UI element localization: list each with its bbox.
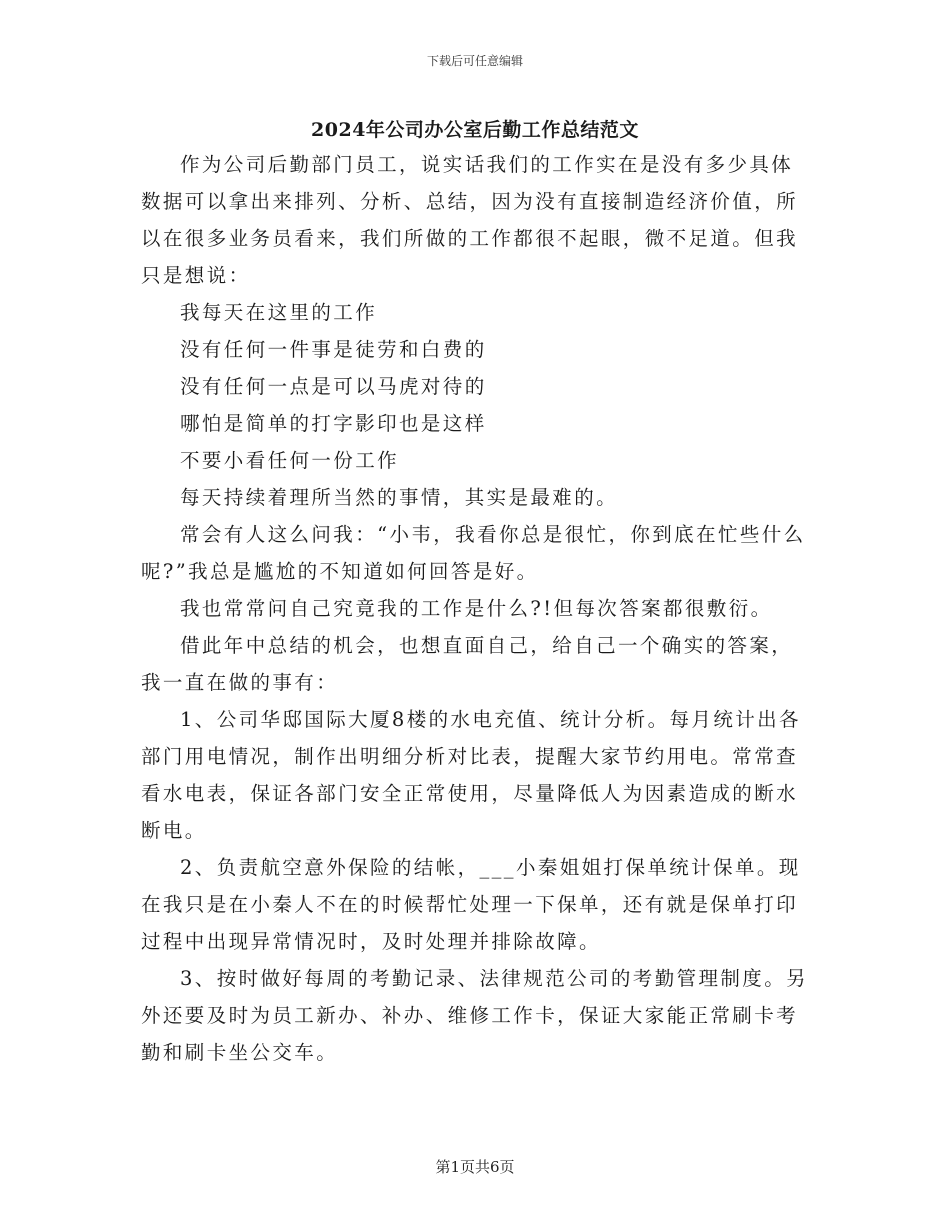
- paragraph: 我每天在这里的工作: [180, 301, 378, 324]
- header-note: 下载后可任意编辑: [426, 54, 523, 68]
- document-title: 2024年公司办公室后勤工作总结范文: [311, 119, 639, 141]
- paragraph: 我也常常问自己究竟我的工作是什么?!但每次答案都很敷衍。: [180, 597, 773, 620]
- paragraph: 每天持续着理所当然的事情，其实是最难的。: [180, 486, 619, 509]
- paragraph: 哪怕是简单的打字影印也是这样: [180, 412, 487, 435]
- paragraph: 1、公司华邸国际大厦8楼的水电充值、统计分析。每月统计出各部门用电情况，制作出明细分析对比表，提醒大家节约用电。常常查看水电表，保证各部门安全正常使用，尽量降低人为因素造成的断水断电。: [141, 708, 801, 842]
- paragraph: 不要小看任何一份工作: [180, 449, 400, 472]
- paragraph: 常会有人这么问我：“小韦，我看你总是很忙，你到底在忙些什么呢?”我总是尴尬的不知道如何回答是好。: [141, 523, 806, 583]
- page-number: 第1页共6页: [435, 1158, 515, 1176]
- paragraph: 作为公司后勤部门员工，说实话我们的工作实在是没有多少具体数据可以拿出来排列、分析、总结，因为没有直接制造经济价值，所以在很多业务员看来，我们所做的工作都很不起眼，微不足道。但我只是想说：: [141, 153, 799, 287]
- document-body: [141, 146, 809, 1071]
- paragraph: 没有任何一件事是徒劳和白费的: [180, 338, 487, 361]
- paragraph: 2、负责航空意外保险的结帐，___小秦姐姐打保单统计保单。现在我只是在小秦人不在的时候帮忙处理一下保单，还有就是保单打印过程中出现异常情况时，及时处理并排除故障。: [141, 856, 801, 953]
- paragraph: 借此年中总结的机会，也想直面自己，给自己一个确实的答案，我一直在做的事有：: [141, 634, 794, 694]
- paragraph: 3、按时做好每周的考勤记录、法律规范公司的考勤管理制度。另外还要及时为员工新办、补办、维修工作卡，保证大家能正常刷卡考勤和刷卡坐公交车。: [141, 967, 809, 1064]
- paragraph: 没有任何一点是可以马虎对待的: [180, 375, 487, 398]
